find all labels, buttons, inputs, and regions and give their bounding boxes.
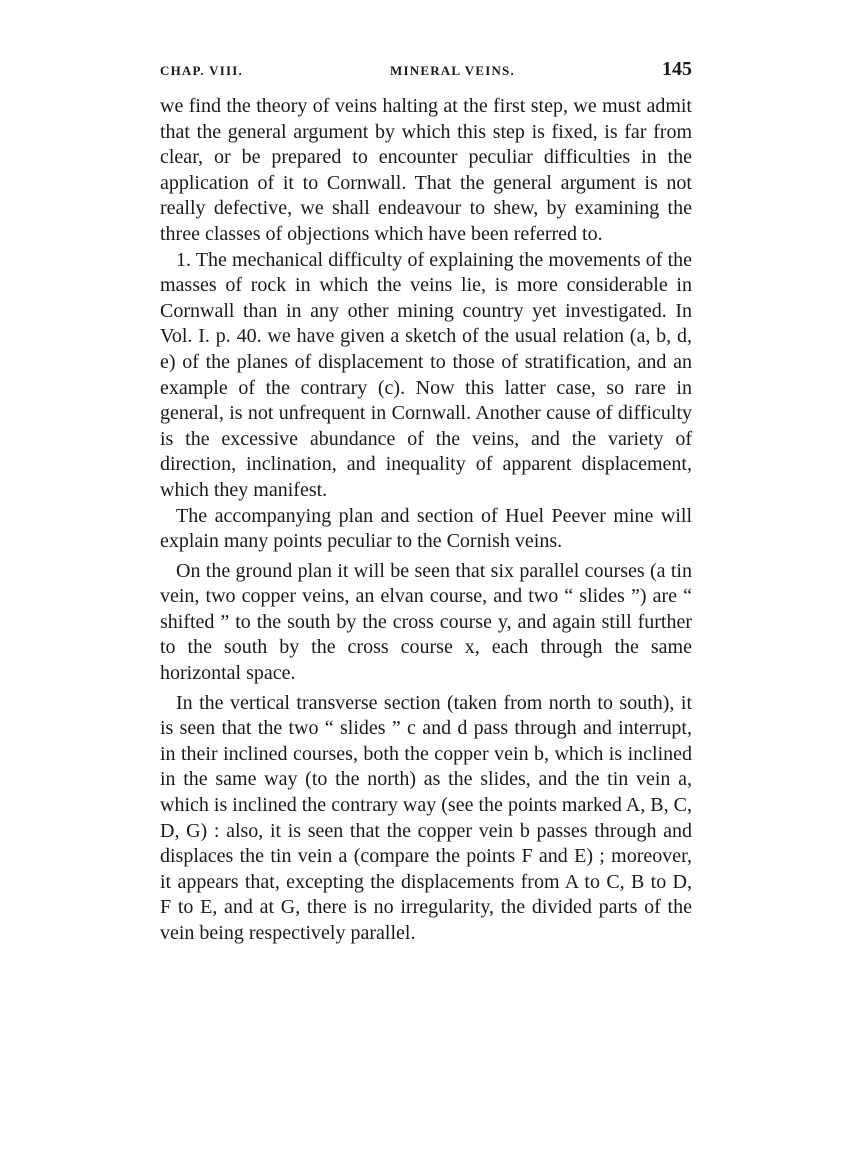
paragraph-mechanical-difficulty: 1. The mechanical difficulty of explaining the movements of the masses of rock in which the veins lie, is more considerable in Cornwall than in any other mining country yet investigated. In Vol. I. p. 40. we have given a sketch of the usual relation (a, b, d, e) of the planes of displacement to those of stratification, and an example of the contrary (c). Now this latter case, so rare in general, is not unfrequent in Cornwall. Another cause of difficulty is the excessive abundance of the veins, and the variety of direction, inclination, and inequality of apparent displacement, which they manifest. [160,248,692,501]
running-title: MINERAL VEINS. [390,63,515,78]
page-number: 145 [662,58,692,80]
chapter-label: CHAP. VIII. [160,63,243,78]
running-head [160,58,692,94]
paragraph-continued: we find the theory of veins halting at the first step, we must admit that the general argument by which this step is fixed, is far from clear, or be prepared to encounter peculiar difficulties in the application of it to Cornwall. That the general argument is not really defective, we shall endeavour to shew, by examining the three classes of objections which have been referred to. [160,95,692,245]
paragraph-vertical-section: In the vertical transverse section (taken from north to south), it is seen that the two “ slides ” c and d pass through and interrupt, in their inclined courses, both the copper vein b, which is inclined in the same way (to the north) as the slides, and the tin vein a, which is inclined the contrary way (see the points marked A, B, C, D, G) : also, it is seen that the copper vein b passes through and displaces the tin vein a (compare the points F and E) ; moreover, it appears that, excepting the displacements from A to C, B to D, F to E, and at G, there is no irregularity, the divided parts of the vein being respectively parallel. [160,691,692,944]
paragraph-ground-plan: On the ground plan it will be seen that six parallel courses (a tin vein, two copper veins, an elvan course, and two “ slides ”) are “ shifted ” to the south by the cross course y, and again still further to the south by the cross course x, each through the same horizontal space. [160,559,692,685]
paragraph-huel-peever: The accompanying plan and section of Huel Peever mine will explain many points peculiar to the Cornish veins. [160,504,692,553]
body-text [160,94,692,947]
book-page [160,58,692,947]
